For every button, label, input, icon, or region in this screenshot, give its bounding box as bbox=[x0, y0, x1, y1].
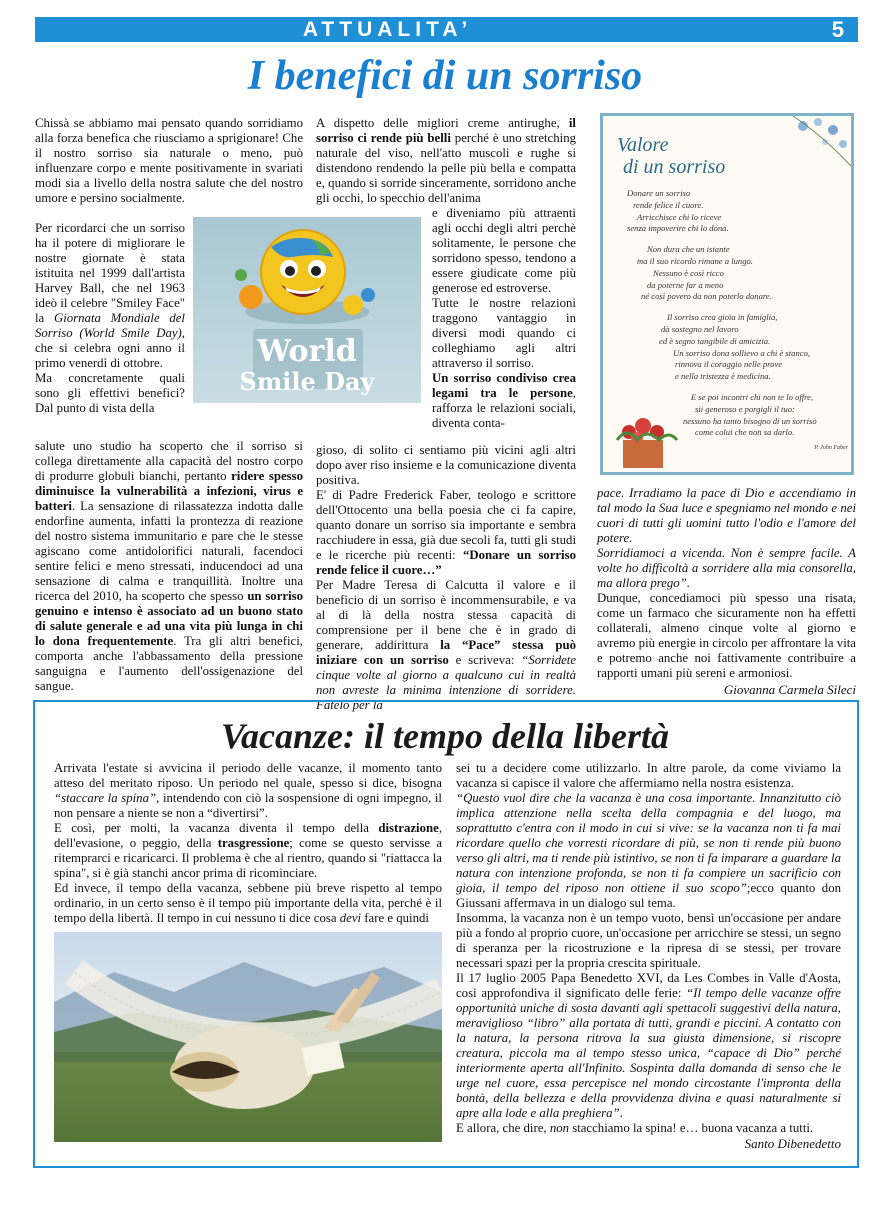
paragraph: Il 17 luglio 2005 Papa Benedetto XVI, da Les Combes in Valle d'Aosta, così approfondiva il significato delle ferie: “Il tempo delle vacanze offre opportunità uniche di sosta davanti agli spettacoli suggestivi della natura, meraviglioso “libro” alla portata di tutti, grandi e piccini. A contatto con la natura, la persona ritrova la sua giusta dimensione, si riscopre creatura, piccola ma al tempo stesso unica, “capace di Dio” perché interiormente aperta all'Infinito. Sospinta dalla domanda di senso che le urge nel cuore, essa percepisce nel mondo circostante l'impronta della bontà, della bellezza e della provvidenza divina e quasi naturalmente si apre alla lode e alla preghiera”. bbox=[456, 971, 841, 1120]
poem-line: da poterne far a meno bbox=[647, 279, 724, 290]
poem-title-line-2: di un sorriso bbox=[623, 156, 726, 178]
paragraph: Chissà se abbiamo mai pensato quando sorridiamo alla forza benefica che riusciamo a sprigionare! Che il nostro sorriso sia naturale o meno, può influenzare corpo e mente positivamente in svariati modi sia a livello della nostra salute che del nostro umore e persino socialmente. bbox=[35, 116, 303, 205]
paragraph: E allora, che dire, non stacchiamo la spina! e… buona vacanza a tutti. bbox=[456, 1121, 814, 1135]
paragraph: pace. Irradiamo la pace di Dio e accendiamo in tal modo la Sua luce e spegniamo nel mondo e nei cuori di tutti gli uomini tutto l'odio e l'amore del potere. bbox=[597, 486, 856, 545]
section-header-band bbox=[35, 17, 858, 42]
paragraph: “Questo vuol dire che la vacanza è una cosa importante. Innanzitutto ciò implica attenzione nella scelta della compagnia e del luogo, ma soprattutto c'entra con il modo in cui si vive: se la vacanza non ti fa mai ricordare quello che vorresti ricordare di più, se non ti rende più buono verso gli altri, ma ti rende più istintivo, se non ti fa imparare a guardare la natura con intenzione profonda, se non ti fa compiere un sacrificio con gioia, il tempo del riposo non ottiene il suo scopo”;ecco quanto don Giussani affermava in un dialogo sul tema. bbox=[456, 791, 842, 910]
article-2-signature: Santo Dibenedetto bbox=[744, 1136, 841, 1151]
paragraph: E così, per molti, la vacanza diventa il tempo della distrazione, dell'evasione, o peggio, della trasgressione; come se questo servisse a ritemprarci e ricaricarci. Il problema è che al rientro, quando si "riattacca la spina", si è già stanchi ancor prima di ricominciare. bbox=[54, 821, 443, 880]
poem-line: e nella tristezza è medicina. bbox=[675, 371, 771, 382]
poem-line: Non dura che un istante bbox=[647, 244, 730, 255]
paragraph: Per Madre Teresa di Calcutta il valore e il beneficio di un sorriso è incommensurabile, e va al di là della nostra stessa capacità di comprensione per il bene che è in grado di generare, addirittura la “Pace” stessa può iniziare con un sorriso e scriveva: “Sorridete cinque volte al giorno a qualcuno cui in realtà non avreste la minima intenzione di sorridere. Fatelo per la bbox=[316, 578, 577, 712]
article-2-column-right bbox=[456, 761, 841, 1151]
paragraph: Tutte le nostre relazioni traggono vantaggio in diversi modi quando ci colleghiamo agli altri attraverso il sorriso. bbox=[432, 296, 576, 370]
paragraph: e diveniamo più attraenti agli occhi degli altri perchè solitamente, le persone che sorridono spesso, tendono a essere giudicate come più generose ed estroverse. bbox=[432, 206, 576, 295]
poem-line: Arricchisce chi lo riceve bbox=[637, 211, 722, 222]
article-column-2-bottom bbox=[316, 443, 576, 713]
poem-image bbox=[600, 113, 854, 475]
paragraph: Ma concretamente quali sono gli effettivi benefici? Dal punto di vista della bbox=[35, 371, 185, 415]
article-2-title: Vacanze: il tempo della libertà bbox=[221, 716, 669, 756]
article-column-1-bottom bbox=[35, 439, 303, 694]
paragraph: A dispetto delle migliori creme antirughe, il sorriso ci rende più belli perché è uno stretching naturale del viso, nell'atto muscoli e rughe si distendono rendendo la pelle più bella e compatta e, quando si sorride sinceramente, sorridono anche gli occhi, lo specchio dell'anima bbox=[316, 116, 576, 205]
poem-title-line-1: Valore bbox=[617, 134, 669, 156]
page-number: 5 bbox=[831, 17, 844, 42]
hammock-photo bbox=[54, 932, 442, 1142]
section-title: ATTUALITA’ bbox=[302, 18, 473, 41]
paragraph: Ed invece, il tempo della vacanza, sebbene più breve rispetto al tempo ordinario, in un certo senso è il tempo più importante della vita, perché è il tempo della libertà. Il tempo in cui nessuno ti dice cosa devi fare e quindi bbox=[54, 881, 442, 925]
paragraph: Per ricordarci che un sorriso ha il potere di migliorare le nostre giornate è stata istituita nel 1999 dall'artista Harvey Ball, che nel 1963 ideò il celebre "Smiley Face" la Giornata Mondiale del Sorriso (World Smile Day), che si celebra ogni anno il primo venerdì di ottobre. bbox=[35, 221, 185, 370]
paragraph: E' di Padre Frederick Faber, teologo e scrittore dell'Ottocento una bella poesia che ci fa capire, quanto donare un sorriso sia importante e sembra racchiudere in essa, già due secoli fa, tutti gli studi e le ricerche più recenti: “Donare un sorriso rende felice il cuore…” bbox=[316, 488, 576, 577]
paragraph: sei tu a decidere come utilizzarlo. In altre parole, da come viviamo la vacanza si capisce il valore che affermiamo nella nostra esistenza. bbox=[456, 761, 841, 790]
poem-line: rinnova il coraggio nelle prove bbox=[675, 359, 783, 370]
article-column-1 bbox=[35, 116, 303, 206]
poem-line: Nessuno è così ricco bbox=[653, 267, 724, 278]
article-column-3 bbox=[597, 486, 856, 697]
poem-line: nessuno ha tanto bisogno di un sorriso bbox=[683, 415, 817, 426]
article-column-1-wrap bbox=[35, 221, 185, 416]
poem-line: ed è segno tangibile di amicizia. bbox=[659, 335, 771, 346]
article-2-column-left bbox=[54, 761, 442, 926]
paragraph: gioso, di solito ci sentiamo più vicini agli altri dopo aver riso insieme e la comunicazione diventa positiva. bbox=[316, 443, 576, 487]
poem-line: dà sostegno nel lavoro bbox=[661, 323, 739, 334]
poem-line: Un sorriso dona sollievo a chi è stanco, bbox=[673, 347, 811, 358]
poem-author: P. John Faber bbox=[814, 445, 848, 452]
poem-line: Donare un sorriso bbox=[627, 188, 691, 198]
paragraph: Arrivata l'estate si avvicina il periodo delle vacanze, il momento tanto atteso del meritato riposo. Un periodo nel quale, spesso si dice, bisogna “staccare la spina”, intendendo con ciò la sospensione di ogni impegno, il non pensare a niente se non a “divertirsi”. bbox=[54, 761, 442, 820]
poem-line: ma il suo ricordo rimane a lungo. bbox=[637, 255, 753, 266]
article-title: I benefici di un sorriso bbox=[247, 53, 643, 99]
article-signature: Giovanna Carmela Sileci bbox=[723, 682, 856, 697]
poem-line: né così povero da non poterlo donare. bbox=[641, 291, 772, 302]
article-column-2-wrap bbox=[432, 206, 576, 431]
poem-line: Il sorriso crea gioia in famiglia, bbox=[667, 312, 778, 323]
poem-line: sii generoso e porgigli il tuo: bbox=[695, 403, 795, 414]
poem-line: E se poi incontri chi non te lo offre, bbox=[691, 391, 814, 402]
paragraph: salute uno studio ha scoperto che il sorriso si collega direttamente alla capacità del nostro corpo di produrre globuli bianchi, pertanto ridere spesso diminuisce la vulnerabilità a infezioni, virus e batteri. La sensazione di rilassatezza indotta dalle endorfine aumenta, infatti la prontezza di reazione del nostro sistema immunitario e pare che le stesse agiscano come antidolorifici naturali, facendoci sentire felici e meno stressati, inducendoci ad una sensazione di calma e tranquillità. Inoltre una ricerca del 2010, ha scoperto che spesso un sorriso genuino e intenso è associato ad un buono stato di salute generale e ad una vita più lunga in chi lo dona frequentemente. Tra gli altri benefici, comporta anche l'abbassamento della pressione sanguigna e l'aumento dell'ossigenazione del sangue. bbox=[35, 439, 303, 693]
poem-line: rende felice il cuore. bbox=[633, 199, 704, 210]
paragraph: Un sorriso condiviso crea legami tra le persone, rafforza le relazioni sociali, diventa conta- bbox=[432, 371, 576, 430]
image-caption-line-1: World bbox=[257, 334, 357, 369]
poem-line: senza impoverire chi lo dona. bbox=[627, 223, 729, 234]
paragraph: Sorridiamoci a vicenda. Non è sempre facile. A volte ho difficoltà a sorridere alla mia consorella, ma allora prego”. bbox=[597, 546, 856, 590]
article-column-2 bbox=[316, 116, 576, 206]
image-caption-line-2: Smile Day bbox=[239, 367, 375, 396]
poem-line: come colui che non sa darlo. bbox=[695, 427, 795, 438]
paragraph: Insomma, la vacanza non è un tempo vuoto, bensì un'occasione per andare più a fondo al proprio cuore, un'occasione per arricchire se stessi, un segno di speranza per la ricostruzione e la ripresa di se stessi, per trovare necessari spazi per la propria crescita spirituale. bbox=[456, 911, 841, 970]
paragraph: Dunque, concediamoci più spesso una risata, come un farmaco che sicuramente non ha effetti collaterali, almeno cinque volte al giorno e avremo più energie in circolo per affrontare la vita e potremo anche noi fattivamente contribuire a rapporti umani più sereni e armoniosi. bbox=[597, 591, 856, 680]
world-smile-day-image bbox=[193, 217, 421, 403]
